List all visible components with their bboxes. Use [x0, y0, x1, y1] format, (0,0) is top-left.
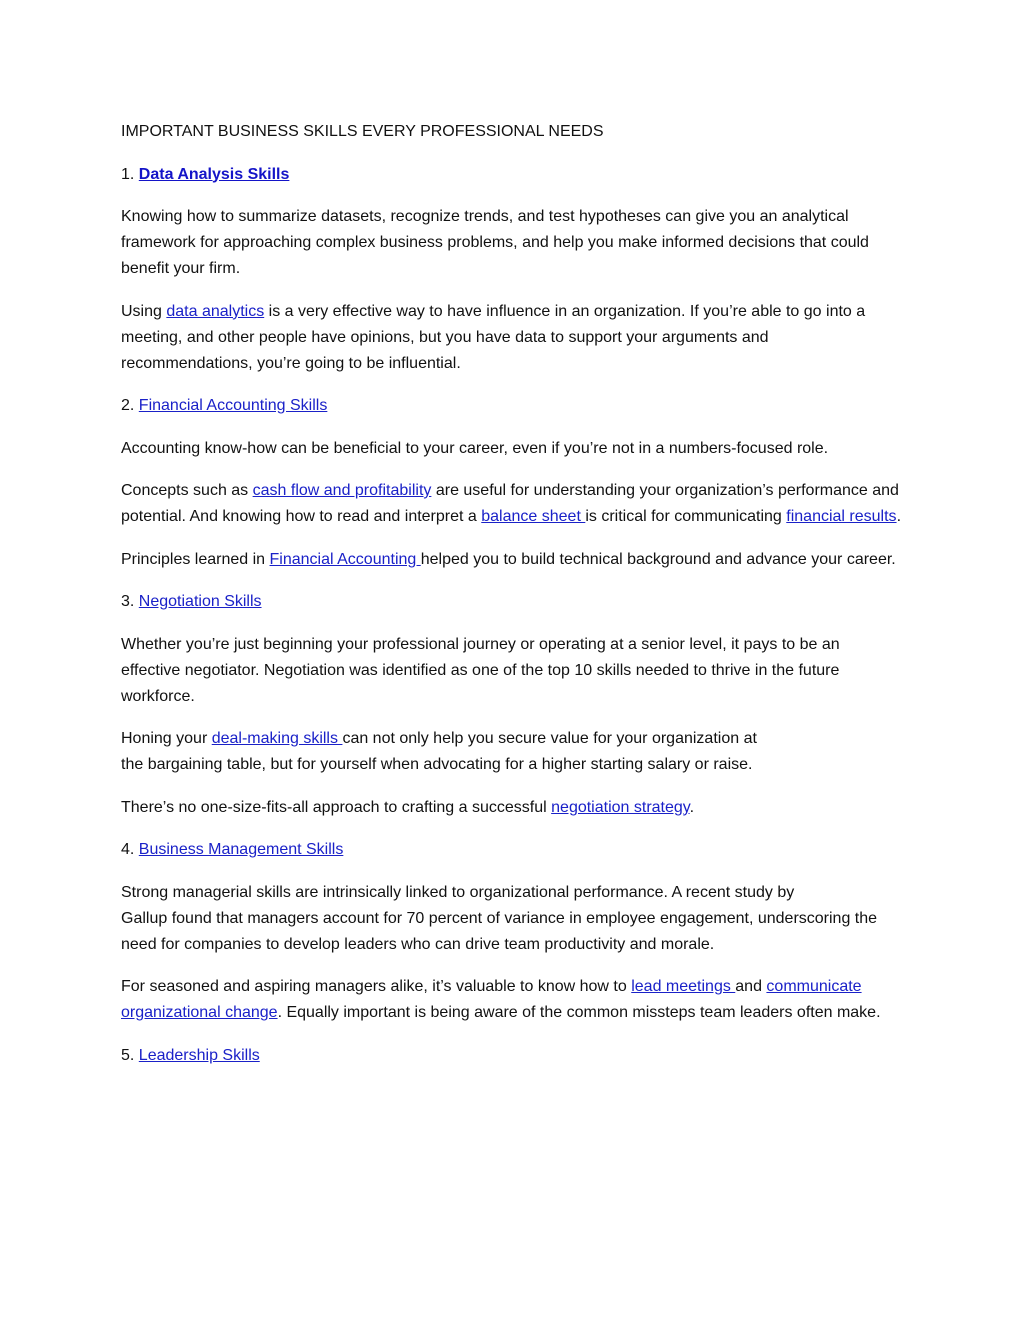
paragraph: For seasoned and aspiring managers alike, it’s valuable to know how to lead meetings and communicate organizational change. Equally important is being aware of the common missteps team leaders often make.	[121, 978, 881, 1021]
paragraph: Whether you’re just beginning your professional journey or operating at a senior level, it pays to be an effective negotiator. Negotiation was identified as one of the top 10 skills needed to thrive in the future workforce.	[121, 635, 840, 705]
leadership-skills-link[interactable]: Leadership Skills	[138, 1046, 260, 1064]
paragraph: Knowing how to summarize datasets, recognize trends, and test hypotheses can give you an analytical framework for approaching complex business problems, and help you make informed decisions that could benefit your firm.	[121, 208, 869, 277]
section-number: 1.	[121, 165, 139, 183]
lead-meetings-link[interactable]: lead meetings	[631, 978, 736, 995]
paragraph: Using data analytics is a very effective way to have influence in an organization. If you’re able to go into a meeting, and other people have opinions, but you have data to support your arguments and recommendations, you’re going to be influential.	[121, 302, 866, 372]
section-number: 3.	[121, 593, 139, 610]
paragraph: Concepts such as cash flow and profitability are useful for understanding your organization’s performance and potential. And knowing how to read and interpret a balance sheet is critical for communicating financial results.	[121, 482, 902, 525]
section-heading-leadership	[121, 1043, 903, 1069]
section-number: 5.	[121, 1046, 139, 1064]
business-management-skills-link[interactable]: Business Management Skills	[138, 841, 344, 858]
financial-results-link[interactable]: financial results	[786, 508, 897, 525]
paragraph: There’s no one-size-fits-all approach to crafting a successful negotiation strategy.	[121, 798, 695, 816]
section-heading-negotiation	[121, 589, 903, 615]
paragraph: Accounting know-how can be beneficial to your career, even if you’re not in a numbers-focused role.	[121, 439, 829, 457]
document-title: IMPORTANT BUSINESS SKILLS EVERY PROFESSIONAL NEEDS	[121, 123, 604, 140]
section-number: 2.	[121, 397, 139, 414]
data-analysis-skills-link[interactable]: Data Analysis Skills	[138, 165, 290, 183]
communicate-organizational-change-link[interactable]: communicate organizational change	[121, 978, 862, 1021]
financial-accounting-link[interactable]: Financial Accounting	[269, 550, 421, 568]
section-number: 4.	[121, 841, 139, 858]
paragraph: Strong managerial skills are intrinsically linked to organizational performance. A recent study by Gallup found that managers account for 70 percent of variance in employee engagement, underscoring the need for companies to develop leaders who can drive team productivity and morale.	[121, 883, 878, 953]
paragraph: Principles learned in Financial Accounting helped you to build technical background and advance your career.	[121, 550, 896, 568]
section-heading-business-management	[121, 837, 903, 863]
negotiation-skills-link[interactable]: Negotiation Skills	[138, 593, 262, 610]
financial-accounting-skills-link[interactable]: Financial Accounting Skills	[138, 397, 328, 414]
paragraph: Honing your deal-making skills can not only help you secure value for your organization at the bargaining table, but for yourself when advocating for a higher starting salary or raise.	[121, 730, 757, 773]
cash-flow-link[interactable]: cash flow and profitability	[252, 482, 432, 499]
document-body	[121, 119, 903, 1085]
balance-sheet-link[interactable]: balance sheet	[481, 508, 586, 525]
section-heading-financial-accounting	[121, 393, 903, 419]
negotiation-strategy-link[interactable]: negotiation strategy	[551, 798, 690, 816]
section-heading-data-analysis	[121, 162, 903, 188]
deal-making-skills-link[interactable]: deal-making skills	[211, 730, 343, 747]
data-analytics-link[interactable]: data analytics	[166, 302, 265, 320]
